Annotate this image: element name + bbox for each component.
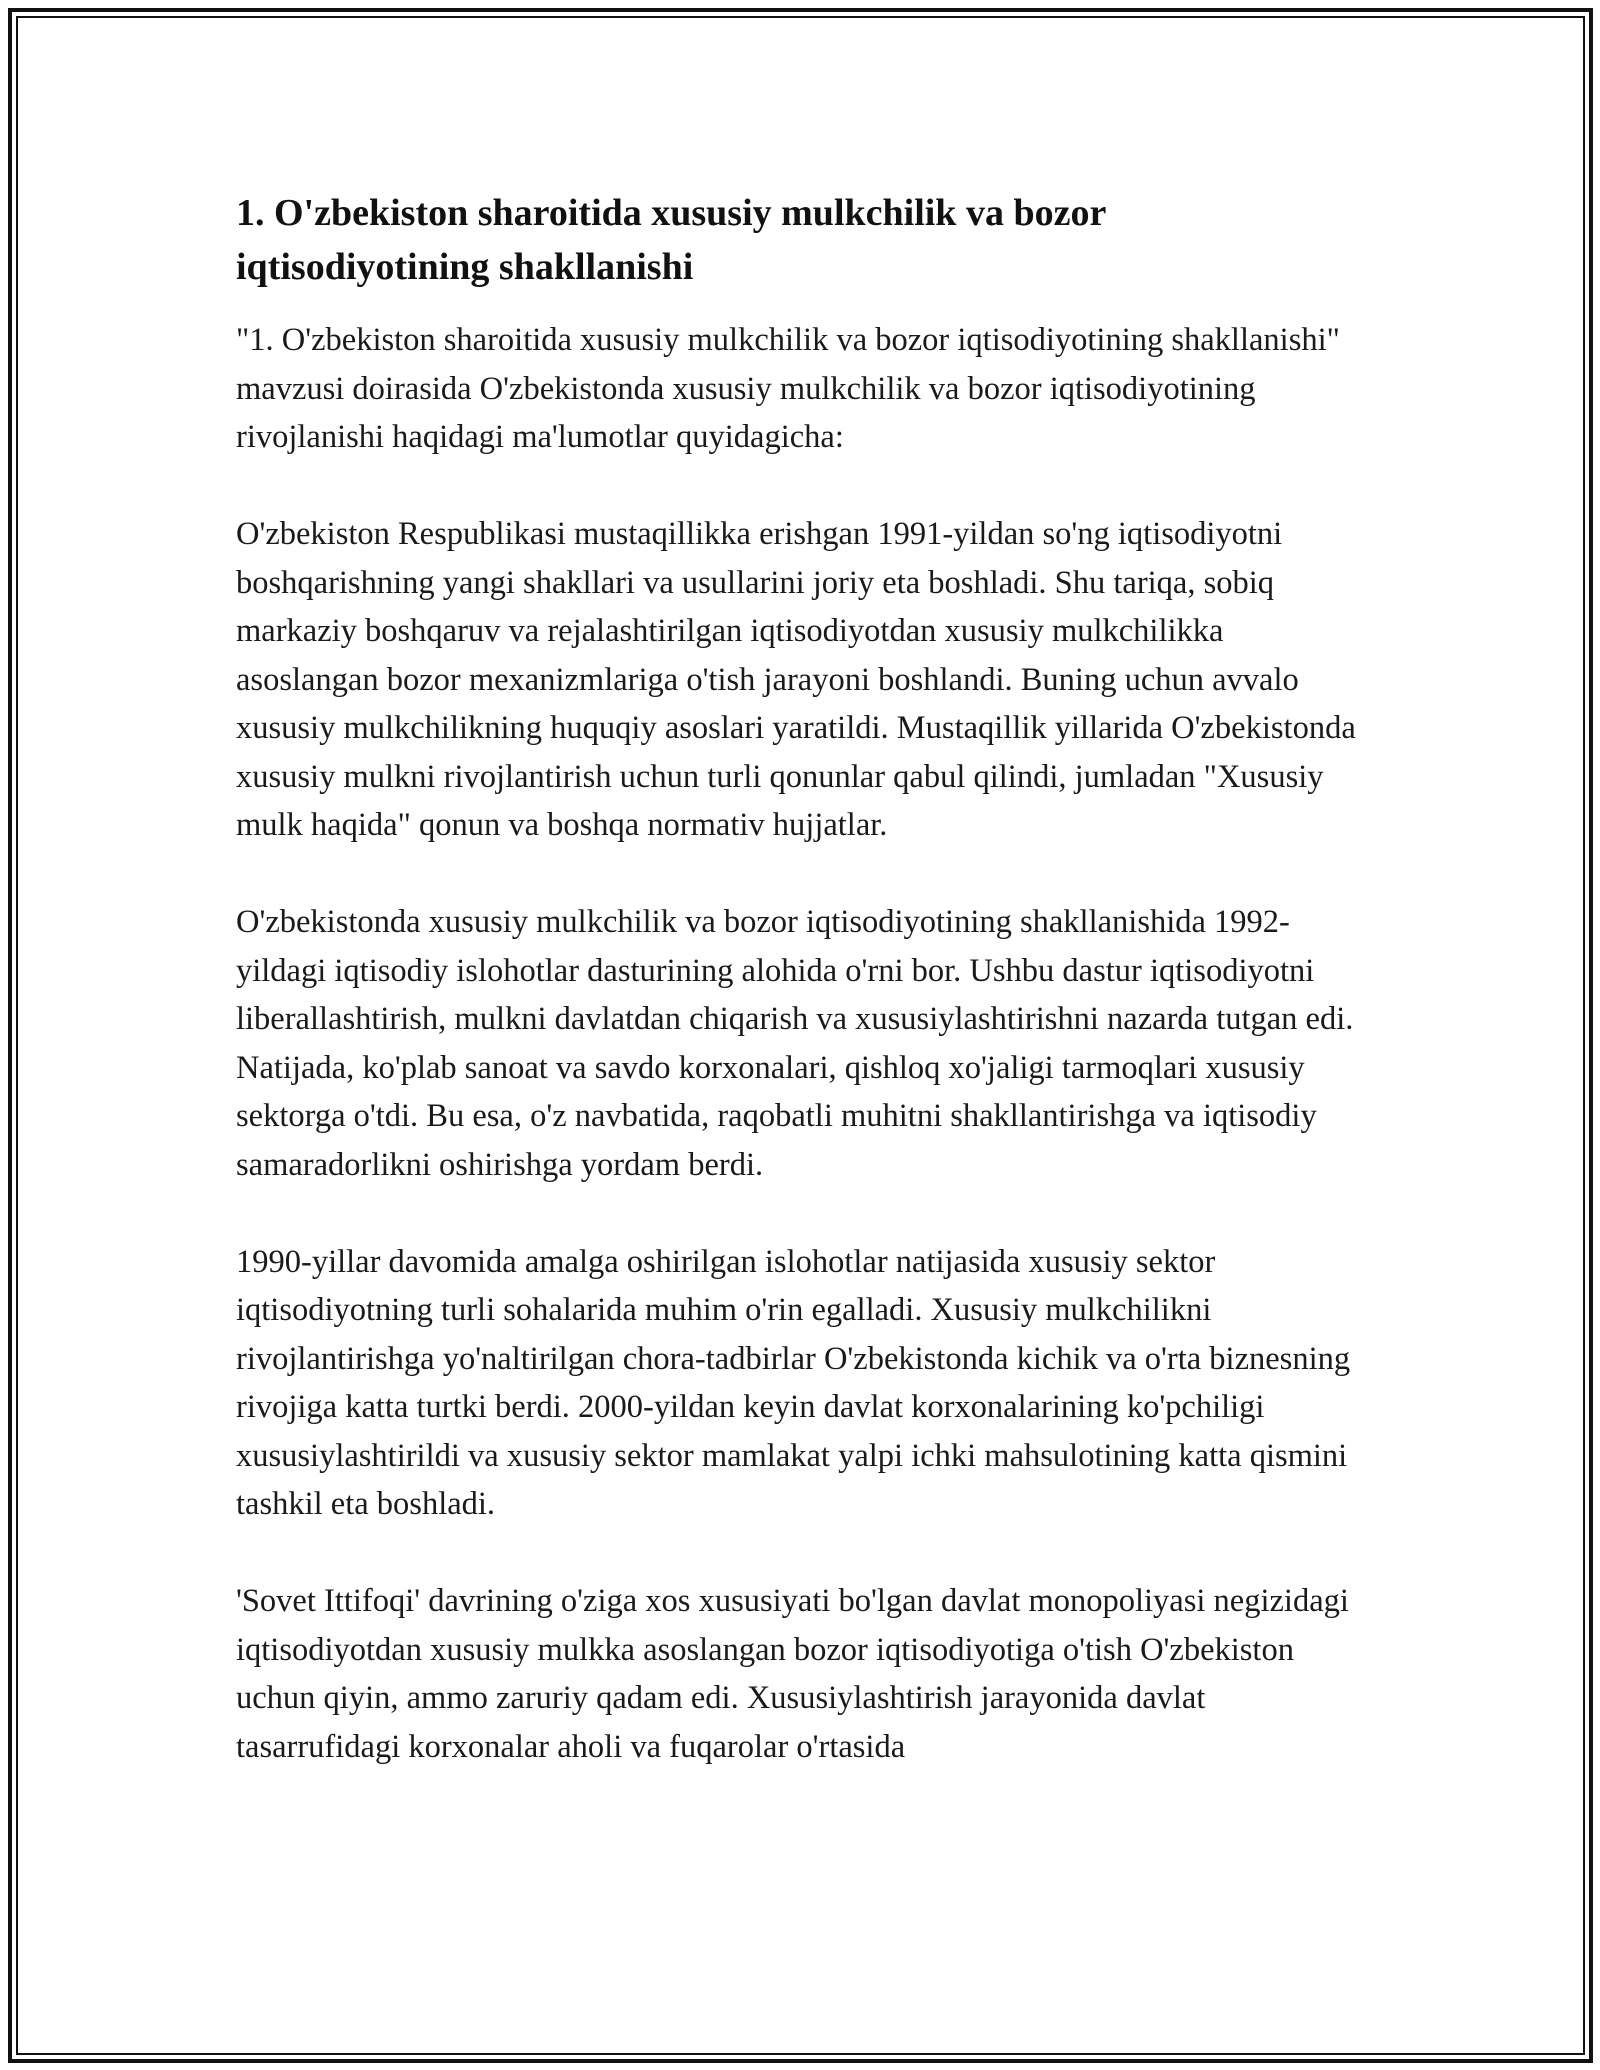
paragraph-reforms-1992: O'zbekistonda xususiy mulkchilik va bozor iqtisodiyotining shakllanishida 1992-yildagi iqtisodiy islohotlar dasturining alohida o'rni bor. Ushbu dastur iqtisodiyotni liberallashtirish, mulkni davlatdan chiqarish va xususiylashtirishni nazarda tutgan edi. Natijada, ko'plab sanoat va savdo korxonalari, qishloq xo'jaligi tarmoqlari xususiy sektorga o'tdi. Bu esa, o'z navbatida, raqobatli muhitni shakllantirishga va iqtisodiy samaradorlikni oshirishga yordam berdi. bbox=[236, 904, 1354, 1183]
document-title: 1. O'zbekiston sharoitida xususiy mulkchilik va bozor iqtisodiyotining shakllanishi bbox=[236, 192, 1106, 288]
paragraph-independence: O'zbekiston Respublikasi mustaqillikka erishgan 1991-yildan so'ng iqtisodiyotni boshqarishning yangi shakllari va usullarini joriy eta boshladi. Shu tariqa, sobiq markaziy boshqaruv va rejalashtirilgan iqtisodiyotdan xususiy mulkchilikka asoslangan bozor mexanizmlariga o'tish jarayoni boshlandi. Buning uchun avvalo xususiy mulkchilikning huquqiy asoslari yaratildi. Mustaqillik yillarida O'zbekistonda xususiy mulkni rivojlantirish uchun turli qonunlar qabul qilindi, jumladan "Xususiy mulk haqida" qonun va boshqa normativ hujjatlar. bbox=[236, 516, 1356, 843]
paragraph-soviet-transition: 'Sovet Ittifoqi' davrining o'ziga xos xususiyati bo'lgan davlat monopoliyasi negizidagi iqtisodiyotdan xususiy mulkka asoslangan bozor iqtisodiyotiga o'tish O'zbekiston uchun qiyin, ammo zaruriy qadam edi. Xususiylashtirish jarayonida davlat tasarrufidagi korxonalar aholi va fuqarolar o'rtasida bbox=[236, 1583, 1349, 1765]
paragraph-1990s: 1990-yillar davomida amalga oshirilgan islohotlar natijasida xususiy sektor iqtisodiyotning turli sohalarida muhim o'rin egalladi. Xususiy mulkchilikni rivojlantirishga yo'naltirilgan chora-tadbirlar O'zbekistonda kichik va o'rta biznesning rivojiga katta turtki berdi. 2000-yildan keyin davlat korxonalarining ko'pchiligi xususiylashtirildi va xususiy sektor mamlakat yalpi ichki mahsulotining katta qismini tashkil eta boshladi. bbox=[236, 1243, 1351, 1522]
document-body bbox=[236, 186, 1366, 1820]
paragraph-intro: "1. O'zbekiston sharoitida xususiy mulkchilik va bozor iqtisodiyotining shakllanishi" mavzusi doirasida O'zbekistonda xususiy mulkchilik va bozor iqtisodiyotining rivojlanishi haqidagi ma'lumotlar quyidagicha: bbox=[236, 322, 1340, 455]
